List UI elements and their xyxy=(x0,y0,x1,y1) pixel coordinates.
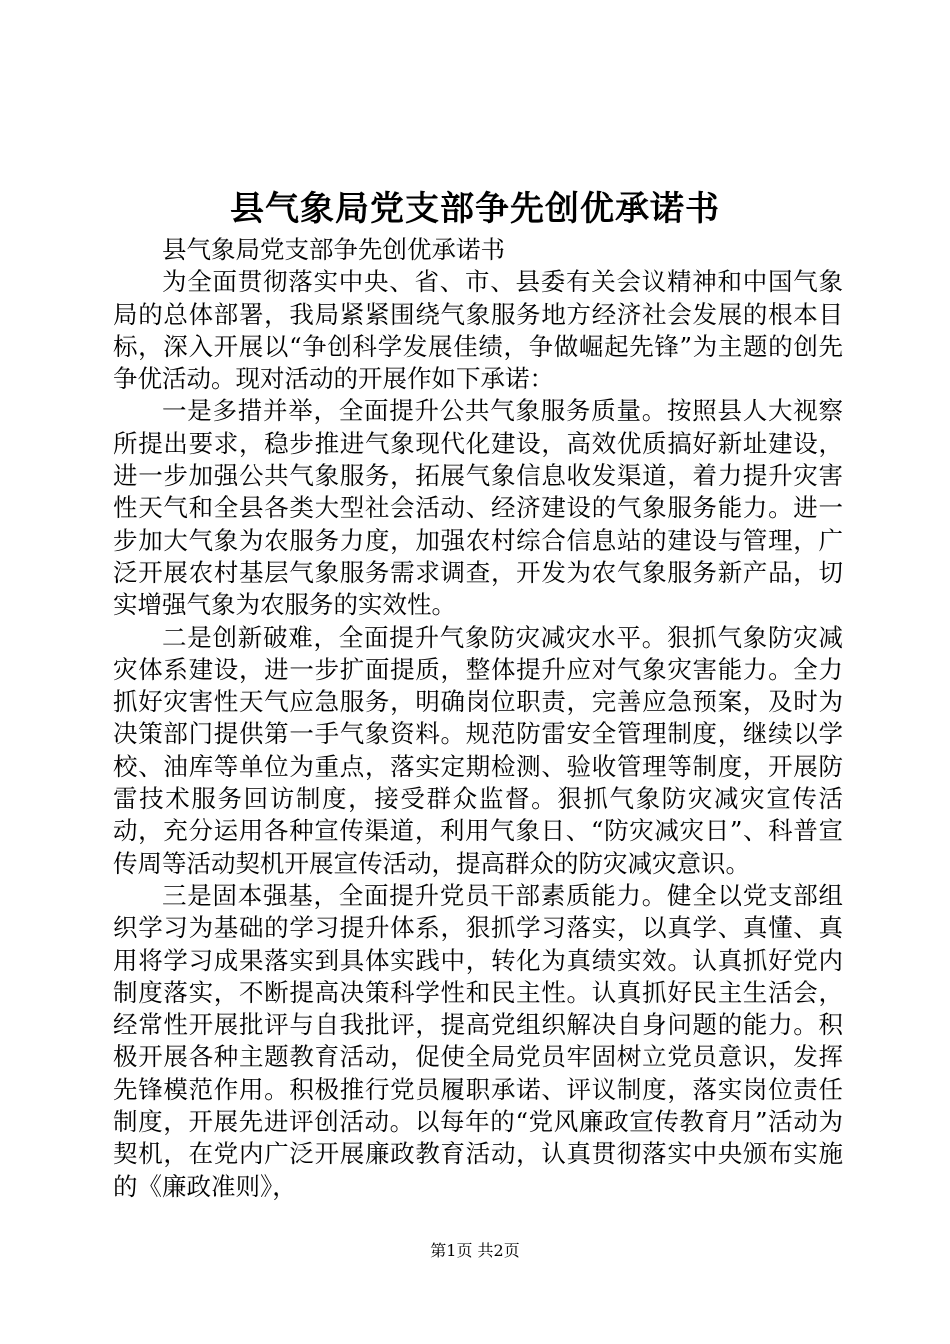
commitment-one-paragraph: 一是多措并举，全面提升公共气象服务质量。按照县人大视察所提出要求，稳步推进气象现代化建设，高效优质搞好新址建设，进一步加强公共气象服务，拓展气象信息收发渠道，着力提升灾害性天气和全县各类大型社会活动、经济建设的气象服务能力。进一步加大气象为农服务力度，加强农村综合信息站的建设与管理，广泛开展农村基层气象服务需求调查，开发为农气象服务新产品，切实增强气象为农服务的实效性。 xyxy=(113,396,843,620)
intro-paragraph: 为全面贯彻落实中央、省、市、县委有关会议精神和中国气象局的总体部署，我局紧紧围绕气象服务地方经济社会发展的根本目标，深入开展以“争创科学发展佳绩，争做崛起先锋”为主题的创先争优活动。现对活动的开展作如下承诺： xyxy=(113,267,843,394)
commitment-three-paragraph: 三是固本强基，全面提升党员干部素质能力。健全以党支部组织学习为基础的学习提升体系，狠抓学习落实，以真学、真懂、真用将学习成果落实到具体实践中，转化为真绩实效。认真抓好党内制度落实，不断提高决策科学性和民主性。认真抓好民主生活会，经常性开展批评与自我批评，提高党组织解决自身问题的能力。积极开展各种主题教育活动，促使全局党员牢固树立党员意识，发挥先锋模范作用。积极推行党员履职承诺、评议制度，落实岗位责任制度，开展先进评创活动。以每年的“党风廉政宣传教育月”活动为契机，在党内广泛开展廉政教育活动，认真贯彻落实中央颁布实施的《廉政准则》， xyxy=(113,880,843,1201)
subtitle-paragraph: 县气象局党支部争先创优承诺书 xyxy=(162,235,505,264)
page-footer: 第1页 共2页 xyxy=(430,1241,520,1260)
commitment-two-paragraph: 二是创新破难，全面提升气象防灾减灾水平。狠抓气象防灾减灾体系建设，进一步扩面提质，整体提升应对气象灾害能力。全力抓好灾害性天气应急服务，明确岗位职责，完善应急预案，及时为决策部门提供第一手气象资料。规范防雷安全管理制度，继续以学校、油库等单位为重点，落实定期检测、验收管理等制度，开展防雷技术服务回访制度，接受群众监督。狠抓气象防灾减灾宣传活动，充分运用各种宣传渠道，利用气象日、“防灾减灾日”、科普宣传周等活动契机开展宣传活动，提高群众的防灾减灾意识。 xyxy=(113,622,843,878)
document-title: 县气象局党支部争先创优承诺书 xyxy=(230,189,720,229)
document-body xyxy=(113,234,843,1203)
